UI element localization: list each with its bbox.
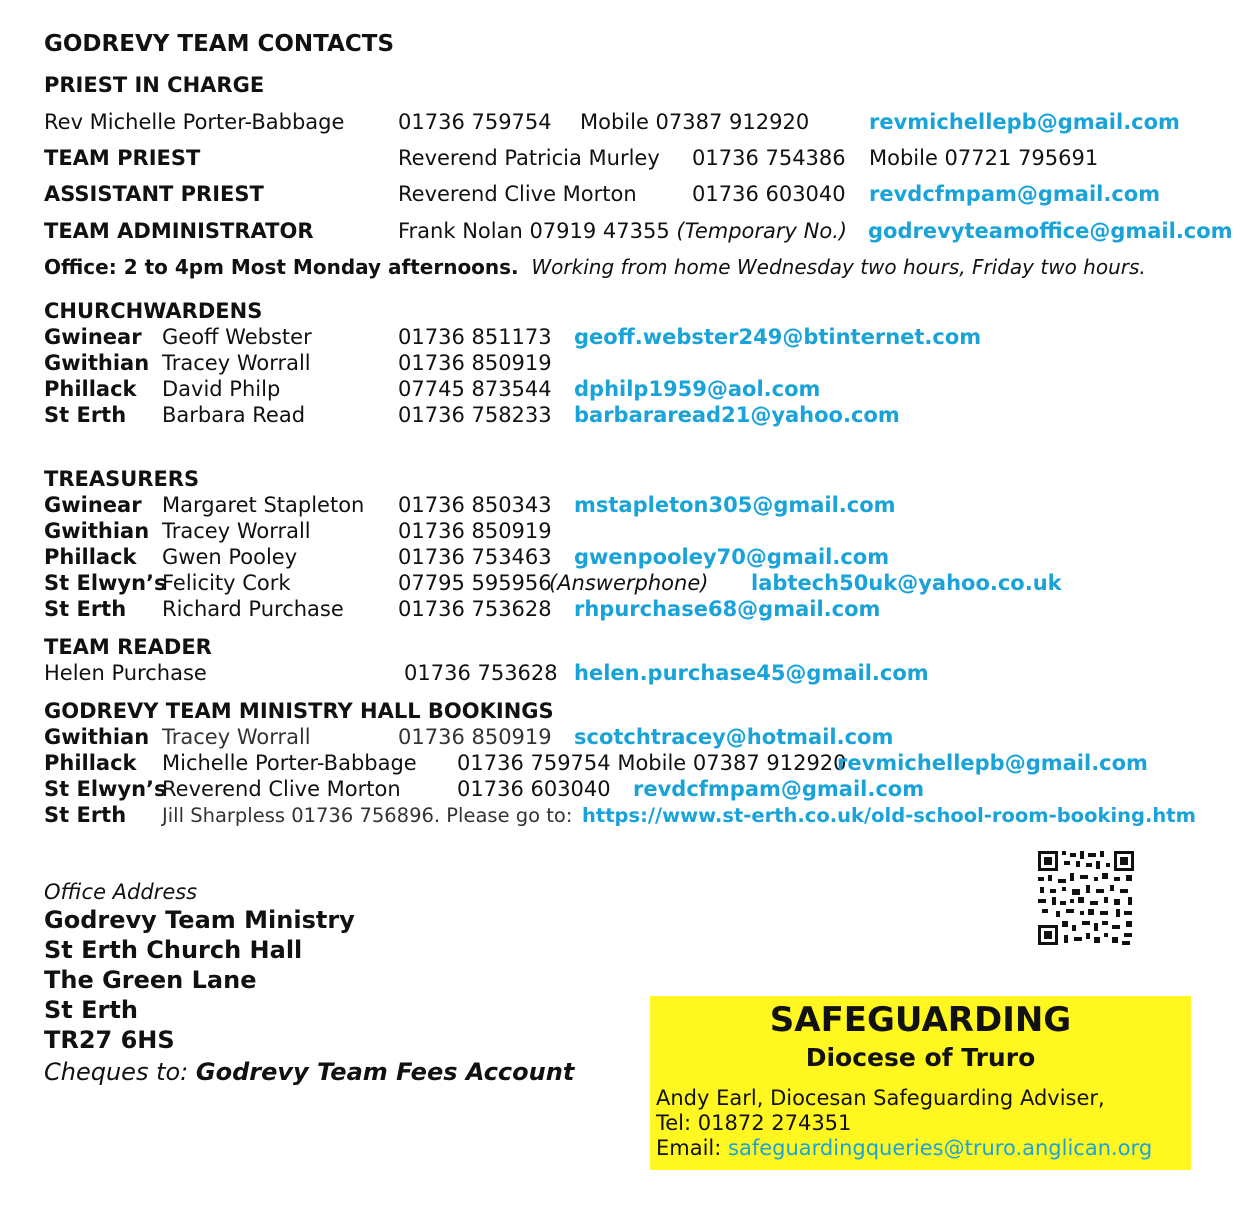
hall-st-erth-parish: St Erth bbox=[44, 803, 127, 827]
assistant-priest-label: ASSISTANT PRIEST bbox=[44, 182, 264, 206]
churchwarden-phone: 07745 873544 bbox=[398, 377, 552, 401]
treasurer-phone: 01736 850343 bbox=[398, 493, 552, 517]
churchwarden-parish: Gwinear bbox=[44, 325, 142, 349]
churchwarden-name: David Philp bbox=[162, 377, 281, 401]
safeguarding-title: SAFEGUARDING bbox=[769, 1000, 1072, 1040]
assistant-priest-email-link[interactable]: revdcfmpam@gmail.com bbox=[869, 182, 1161, 206]
page-title: GODREVY TEAM CONTACTS bbox=[44, 31, 395, 57]
office-hours-bold: Office: 2 to 4pm Most Monday afternoons. bbox=[44, 255, 519, 279]
treasurer-parish: St Erth bbox=[44, 597, 127, 621]
treasurer-name: Gwen Pooley bbox=[162, 545, 298, 569]
assistant-priest-phone: 01736 603040 bbox=[692, 182, 846, 206]
safeguarding-tel: Tel: 01872 274351 bbox=[656, 1111, 852, 1135]
hall-phillack-email-link[interactable]: revmichellepb@gmail.com bbox=[837, 751, 1148, 775]
safeguarding-email-label: Email: bbox=[656, 1136, 722, 1160]
churchwarden-phone: 01736 851173 bbox=[398, 325, 552, 349]
team-priest-mobile: Mobile 07721 795691 bbox=[869, 146, 1099, 170]
cheques-account: Godrevy Team Fees Account bbox=[195, 1058, 575, 1086]
treasurer-parish: St Elwyn’s bbox=[44, 571, 167, 595]
hall-gwithian-parish: Gwithian bbox=[44, 725, 150, 749]
safeguarding-box bbox=[650, 996, 1191, 1170]
hall-gwithian-phone: 01736 850919 bbox=[398, 725, 552, 749]
treasurer-phone: 01736 850919 bbox=[398, 519, 552, 543]
hall-st-elwyns-name: Reverend Clive Morton bbox=[162, 777, 401, 801]
office-address-label: Office Address bbox=[44, 880, 198, 904]
office-address-line: St Erth Church Hall bbox=[44, 936, 303, 964]
treasurer-phone: 01736 753628 bbox=[398, 597, 552, 621]
hall-st-elwyns-email-link[interactable]: revdcfmpam@gmail.com bbox=[633, 777, 925, 801]
treasurer-parish: Phillack bbox=[44, 545, 137, 569]
team-priest-phone: 01736 754386 bbox=[692, 146, 846, 170]
team-priest-label: TEAM PRIEST bbox=[44, 146, 201, 170]
team-administrator-name-phone: Frank Nolan 07919 47355 bbox=[398, 219, 670, 243]
priest-in-charge-phone: 01736 759754 bbox=[398, 110, 552, 134]
priest-in-charge-mobile: Mobile 07387 912920 bbox=[580, 110, 810, 134]
hall-gwithian-name: Tracey Worrall bbox=[162, 725, 311, 749]
priest-in-charge-name: Rev Michelle Porter-Babbage bbox=[44, 110, 345, 134]
churchwarden-parish: Gwithian bbox=[44, 351, 150, 375]
treasurer-parish: Gwinear bbox=[44, 493, 142, 517]
treasurer-email-link[interactable]: mstapleton305@gmail.com bbox=[574, 493, 896, 517]
treasurer-email-link[interactable]: labtech50uk@yahoo.co.uk bbox=[751, 571, 1062, 595]
hall-st-elwyns-parish: St Elwyn’s bbox=[44, 777, 167, 801]
churchwarden-email-link[interactable]: barbararead21@yahoo.com bbox=[574, 403, 900, 427]
hall-bookings-heading: GODREVY TEAM MINISTRY HALL BOOKINGS bbox=[44, 699, 554, 723]
team-reader-phone: 01736 753628 bbox=[404, 661, 558, 685]
office-hours-italic: Working from home Wednesday two hours, Friday two hours. bbox=[531, 255, 1146, 279]
hall-phillack-parish: Phillack bbox=[44, 751, 137, 775]
churchwarden-name: Geoff Webster bbox=[162, 325, 312, 349]
treasurer-phone: 07795 595956 bbox=[398, 571, 552, 595]
team-reader-heading: TEAM READER bbox=[44, 635, 212, 659]
qr-code-icon bbox=[1036, 849, 1136, 947]
safeguarding-email-link[interactable]: safeguardingqueries@truro.anglican.org bbox=[728, 1136, 1153, 1160]
treasurer-name: Margaret Stapleton bbox=[162, 493, 365, 517]
treasurer-name: Richard Purchase bbox=[162, 597, 344, 621]
churchwarden-parish: St Erth bbox=[44, 403, 127, 427]
treasurer-name: Tracey Worrall bbox=[162, 519, 311, 543]
team-priest-name: Reverend Patricia Murley bbox=[398, 146, 660, 170]
team-administrator-note: (Temporary No.) bbox=[676, 219, 848, 243]
team-reader-email-link[interactable]: helen.purchase45@gmail.com bbox=[574, 661, 929, 685]
team-administrator-contact bbox=[398, 219, 847, 243]
safeguarding-email-line bbox=[656, 1136, 1152, 1160]
priest-in-charge-heading: PRIEST IN CHARGE bbox=[44, 73, 265, 97]
churchwarden-email-link[interactable]: dphilp1959@aol.com bbox=[574, 377, 821, 401]
treasurer-phone: 01736 753463 bbox=[398, 545, 552, 569]
hall-st-erth-url-link[interactable]: https://www.st-erth.co.uk/old-school-room-booking.htm bbox=[582, 804, 1196, 827]
hall-gwithian-email-link[interactable]: scotchtracey@hotmail.com bbox=[574, 725, 894, 749]
cheques-line bbox=[44, 1058, 574, 1086]
assistant-priest-name: Reverend Clive Morton bbox=[398, 182, 637, 206]
treasurer-email-link[interactable]: rhpurchase68@gmail.com bbox=[574, 597, 881, 621]
treasurer-email-link[interactable]: gwenpooley70@gmail.com bbox=[574, 545, 890, 569]
hall-st-elwyns-phone: 01736 603040 bbox=[457, 777, 611, 801]
churchwarden-phone: 01736 758233 bbox=[398, 403, 552, 427]
churchwarden-phone: 01736 850919 bbox=[398, 351, 552, 375]
safeguarding-adviser: Andy Earl, Diocesan Safeguarding Adviser, bbox=[656, 1086, 1105, 1110]
treasurer-note: (Answerphone) bbox=[549, 571, 709, 595]
office-address-line: St Erth bbox=[44, 996, 138, 1024]
churchwarden-name: Barbara Read bbox=[162, 403, 306, 427]
safeguarding-subtitle: Diocese of Truro bbox=[805, 1043, 1036, 1072]
team-administrator-label: TEAM ADMINISTRATOR bbox=[44, 219, 314, 243]
team-administrator-email-link[interactable]: godrevyteamoffice@gmail.com bbox=[868, 219, 1233, 243]
office-address-line: The Green Lane bbox=[44, 966, 257, 994]
churchwarden-email-link[interactable]: geoff.webster249@btinternet.com bbox=[574, 325, 982, 349]
office-address-line: Godrevy Team Ministry bbox=[44, 906, 355, 934]
churchwarden-name: Tracey Worrall bbox=[162, 351, 311, 375]
churchwardens-heading: CHURCHWARDENS bbox=[44, 299, 263, 323]
team-reader-name: Helen Purchase bbox=[44, 661, 207, 685]
priest-in-charge-email-link[interactable]: revmichellepb@gmail.com bbox=[869, 110, 1180, 134]
churchwarden-parish: Phillack bbox=[44, 377, 137, 401]
hall-phillack-phone: 01736 759754 Mobile 07387 912920 bbox=[457, 751, 847, 775]
hall-st-erth-text: Jill Sharpless 01736 756896. Please go to: bbox=[162, 804, 573, 827]
treasurer-name: Felicity Cork bbox=[162, 571, 291, 595]
hall-phillack-name: Michelle Porter-Babbage bbox=[162, 751, 417, 775]
treasurers-heading: TREASURERS bbox=[44, 467, 200, 491]
cheques-label: Cheques to: bbox=[44, 1058, 189, 1086]
treasurer-parish: Gwithian bbox=[44, 519, 150, 543]
office-hours bbox=[44, 255, 1146, 279]
office-address-line: TR27 6HS bbox=[44, 1026, 175, 1054]
